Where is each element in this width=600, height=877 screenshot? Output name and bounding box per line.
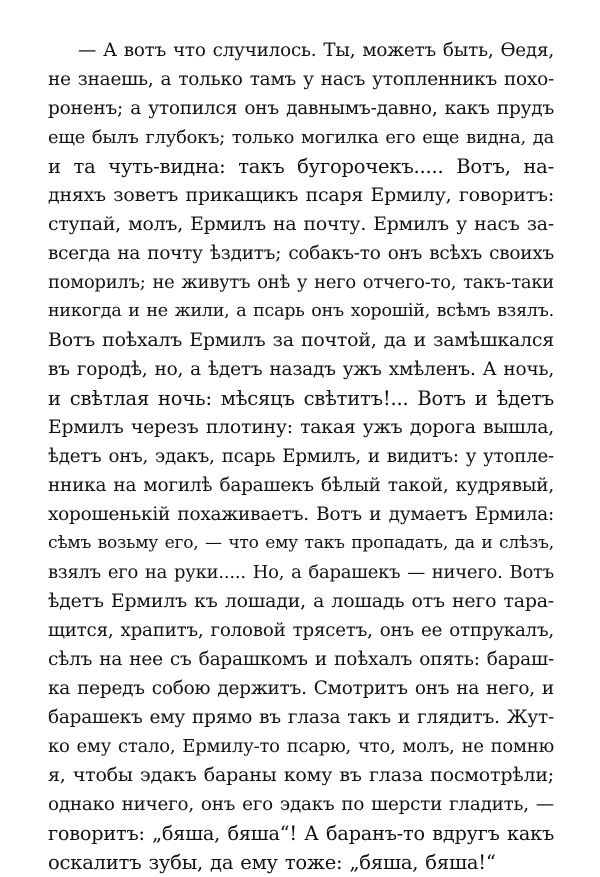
text-line-18: сѣмъ возьму его, — что ему такъ пропадать, да и слѣзъ, [48,533,554,553]
text-line-16: нника на могилѣ барашекъ бѣлый такой, кудрявый, [48,475,554,496]
text-line-3: роненъ; а утопился онъ давнымъ-давно, какъ прудъ [48,98,554,119]
text-line-23: ка передъ собою держитъ. Смотритъ онъ на него, и [48,678,554,699]
text-line-8: всегда на почту ѣздитъ; собакъ-то онъ всѣхъ своихъ [48,243,554,264]
text-line-13: и свѣтлая ночь: мѣсяцъ свѣтитъ!... Вотъ и ѣдетъ [48,387,554,410]
text-line-22: сѣлъ на нее съ барашкомъ и поѣхалъ опять: бараш- [48,649,554,670]
text-line-4: еще былъ глубокъ; только могилка его еще видна, да [48,127,554,148]
text-line-2: не знаешь, а только тамъ у насъ утопленникъ похо- [48,69,554,90]
text-line-11: Вотъ поѣхалъ Ермилъ за почтой, да и замѣшкался [48,329,554,351]
text-line-19: взялъ его на руки..... Но, а барашекъ — ничего. Вотъ [48,562,554,583]
text-line-15: ѣдетъ онъ, эдакъ, псарь Ермилъ, и видитъ: у утопле- [48,446,554,467]
text-line-29: оскалитъ зубы, да ему тоже: „бяша, бяша!“ [48,851,496,874]
paragraph [48,36,554,877]
text-line-7: ступай, молъ, Ермилъ на почту. Ермилъ у насъ за- [48,214,554,235]
text-line-27: однако ничего, онъ его эдакъ по шерсти гладить, — [48,794,554,815]
text-line-17: хорошенькій похаживаетъ. Вотъ и думаетъ Ермила: [48,504,554,525]
text-line-5: и та чуть-видна: такъ бугорочекъ..... Вотъ, на- [48,155,554,178]
text-line-26: я, чтобы эдакъ бараны кому въ глаза посмотрѣли; [48,764,554,786]
text-line-20: ѣдетъ Ермилъ къ лошади, а лошадь отъ него тара- [48,590,554,612]
text-line-10: никогда и не жили, а псарь онъ хорошій, всѣмъ взялъ. [48,301,554,321]
text-line-25: ко ему стало, Ермилу-то псарю, что, молъ, не помню [48,736,554,757]
text-line-6: дняхъ зоветъ прикащикъ псаря Ермилу, говоритъ: [48,184,554,206]
text-line-28: говоритъ: „бяша, бяша“! А баранъ-то вдругъ какъ [48,822,554,845]
text-line-21: щится, храпитъ, головой трясетъ, онъ ее отпрукалъ, [48,620,554,641]
text-line-24: барашекъ ему прямо въ глаза такъ и глядитъ. Жут- [48,707,554,728]
text-line-1: — А вотъ что случилось. Ты, можетъ быть, Ѳедя, [78,40,554,61]
text-line-14: Ермилъ черезъ плотину: такая ужъ дорога вышла, [48,417,554,438]
text-line-12: въ городѣ, но, а ѣдетъ назадъ ужъ хмѣленъ. А ночь, [48,359,554,380]
text-line-9: поморилъ; не живутъ онѣ у него отчего-то, такъ-таки [48,272,554,293]
